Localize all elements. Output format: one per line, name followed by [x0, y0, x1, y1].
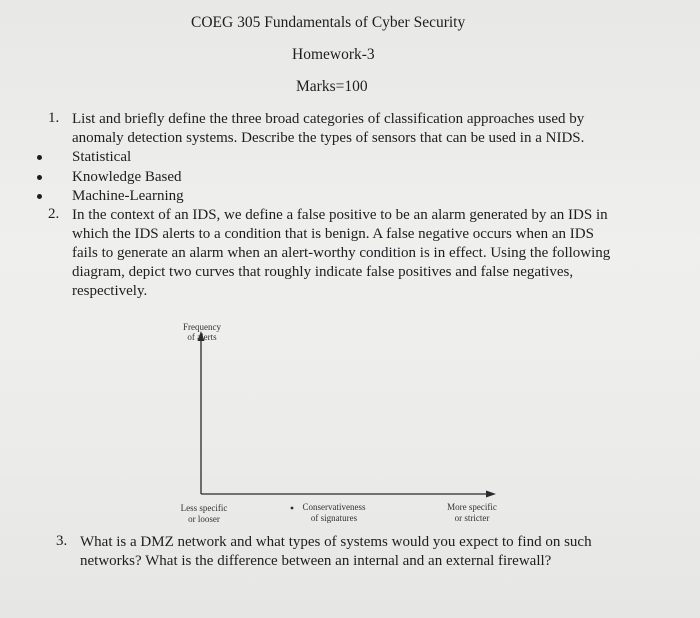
question-3-line-2: networks? What is the difference between an internal and an external firewall? — [80, 553, 552, 569]
question-1-line-2: anomaly detection systems. Describe the types of sensors that can be used in a NIDS. — [72, 130, 585, 146]
x-mid-label-line-2: of signatures — [310, 513, 358, 523]
marks-label: Marks=100 — [296, 78, 368, 95]
question-2-number: 2. — [48, 206, 60, 222]
bullet-item-machine-learning: Machine-Learning — [72, 188, 184, 204]
y-axis-label-line-1: Frequency — [183, 322, 221, 332]
question-2-line-5: respectively. — [72, 283, 148, 299]
question-2-line-3: fails to generate an alarm when an alert-worthy condition is in effect. Using the following — [72, 245, 611, 261]
bullet-item-knowledge-based: Knowledge Based — [72, 169, 182, 185]
question-1-number: 1. — [48, 110, 60, 126]
x-left-label-line-1: Less specific — [180, 503, 228, 513]
x-mid-label-line-1: Conservativeness — [302, 502, 366, 512]
question-3-number: 3. — [56, 533, 68, 549]
bullet-item-statistical: Statistical — [72, 149, 132, 165]
x-axis-arrowhead — [486, 491, 496, 498]
x-left-label-line-2: or looser — [188, 514, 220, 524]
y-axis-label-line-2: of alerts — [187, 332, 217, 342]
x-right-label-line-1: More specific — [447, 502, 497, 512]
question-2-line-1: In the context of an IDS, we define a false positive to be an alarm generated by an IDS in — [72, 207, 608, 223]
question-2-line-2: which the IDS alerts to a condition that is benign. A false negative occurs when an IDS — [72, 226, 594, 242]
course-title: COEG 305 Fundamentals of Cyber Security — [191, 14, 466, 31]
question-2-line-4: diagram, depict two curves that roughly indicate false positives and false negatives, — [72, 264, 574, 280]
x-right-label-line-2: or stricter — [454, 513, 490, 523]
homework-title: Homework-3 — [292, 46, 375, 63]
question-3-line-1: What is a DMZ network and what types of systems would you expect to find on such — [80, 534, 592, 550]
question-1-line-1: List and briefly define the three broad categories of classification approaches used by — [72, 111, 585, 127]
